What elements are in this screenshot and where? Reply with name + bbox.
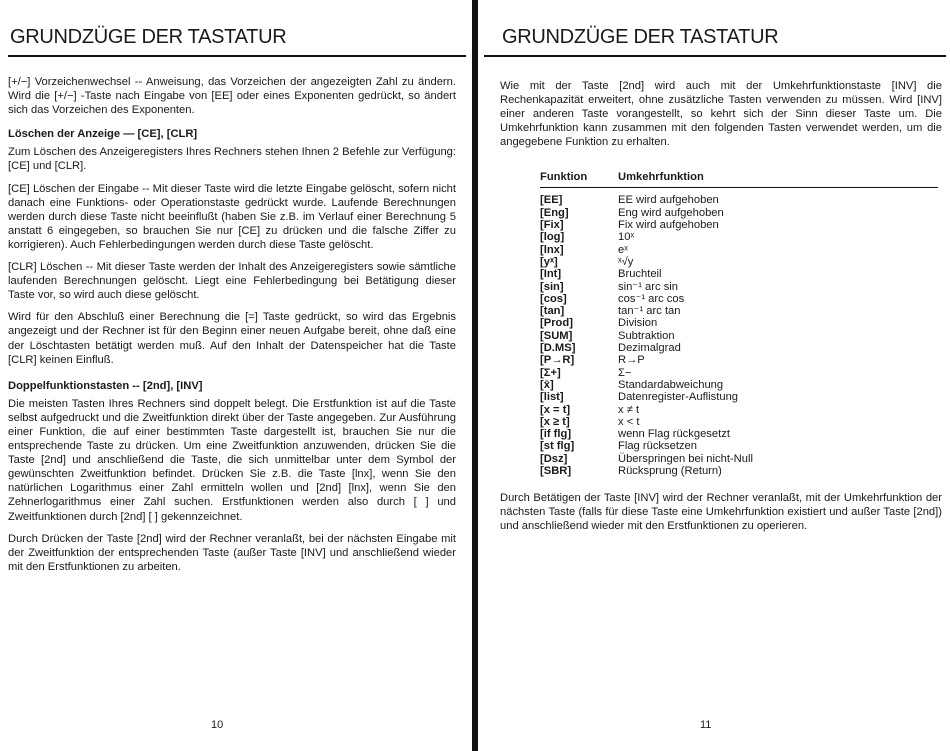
inverse-cell: Bruchteil: [618, 268, 662, 281]
page-number: 10: [211, 719, 224, 731]
key-cell: [EE]: [540, 194, 563, 207]
table-row: [540, 465, 938, 477]
inverse-cell: Standardabweichung: [618, 378, 724, 391]
inverse-function-table: [540, 171, 938, 477]
table-row: [540, 268, 938, 280]
key-cell: [list]: [540, 391, 564, 404]
inverse-cell: ˣ√y: [618, 255, 634, 268]
left-page: [0, 0, 472, 751]
table-row: [540, 453, 938, 465]
key-cell: [sin]: [540, 280, 564, 293]
table-row: [540, 354, 938, 366]
page-title: GRUNDZÜGE DER TASTATUR: [10, 26, 287, 48]
paragraph-equals: Wird für den Abschluß einer Berechnung die [=] Taste gedrückt, so wird das Ergebnis angezeigt und der Rechner ist für den Beginn einer neuen Aufgabe bereit, ohne daß eine der Löschtasten betätigt werden muß. Auf den Inhalt der Datenspeicher hat die Taste [CLR] keinen Einfluß.: [8, 311, 456, 366]
paragraph-2nd-key: Durch Drücken der Taste [2nd] wird der Rechner veranlaßt, bei der nächsten Eingabe mit der Zweitfunktion der entsprechenden Taste (außer Taste [INV] und anschließend wieder mit den Erstfunktionen zu arbeiten.: [8, 532, 456, 573]
key-cell: [st flg]: [540, 440, 575, 453]
table-row: [540, 207, 938, 219]
table-row: [540, 440, 938, 452]
inverse-cell: wenn Flag rückgesetzt: [618, 428, 730, 441]
paragraph-sign-change: [+/−] Vorzeichenwechsel -- Anweisung, das Vorzeichen der angezeigten Zahl zu ändern. Wird die [+/−] -Taste nach Eingabe von [EE] oder eines Exponenten gedrückt, so ändert sich das Vorzeichen des Exponenten.: [8, 76, 456, 117]
key-cell: [SBR]: [540, 465, 572, 477]
table-row: [540, 281, 938, 293]
key-cell: [x ≥ t]: [540, 415, 570, 428]
inverse-cell: Subtraktion: [618, 329, 675, 342]
inverse-cell: R→P: [618, 354, 645, 367]
key-cell: [Σ+]: [540, 366, 561, 379]
heading-dual-function: Doppelfunktionstasten -- [2nd], [INV]: [8, 379, 203, 392]
inverse-cell: Überspringen bei nicht-Null: [618, 452, 753, 465]
key-cell: [Eng]: [540, 206, 569, 219]
inverse-cell: EE wird aufgehoben: [618, 194, 719, 207]
inverse-cell: Flag rücksetzen: [618, 440, 697, 453]
inverse-cell: cos⁻¹ arc cos: [618, 292, 685, 305]
paragraph-clear-intro: Zum Löschen des Anzeigeregisters Ihres Rechners stehen Ihnen 2 Befehle zur Verfügung: [CE] und [CLR].: [8, 146, 456, 173]
inverse-cell: tan⁻¹ arc tan: [618, 305, 681, 318]
key-cell: [log]: [540, 231, 565, 244]
table-row: [540, 416, 938, 428]
inverse-cell: Eng wird aufgehoben: [618, 206, 724, 219]
left-body: [8, 75, 456, 574]
key-cell: [P→R]: [540, 354, 575, 367]
paragraph-dual-function: Die meisten Tasten Ihres Rechners sind doppelt belegt. Die Erstfunktion ist auf die Taste selbst aufgedruckt und die Zweitfunktion direkt über der Taste angegeben. Zur Ausführung einer Funktion, die auf einer bestimmten Taste dargestellt ist, brauchen Sie nur die entsprechende Taste zu drücken. Um eine Zweitfunktion anzuwenden, drücken Sie die Taste [2nd] und anschließend die Taste, die sich unmittelbar unter dem Symbol der gewünschten Zweitfunktion befindet. Drücken Sie z.B. die Taste [lnx], wenn Sie den natürlichen Logarithmus einer Zahl ermitteln wollen und [2nd] [lnx], wenn Sie den Zehnerlogarithmus einer Zahl suchen. Erstfunktionen werden also durch [ ] und Zweitfunktionen durch [2nd] [ ] gekennzeichnet.: [8, 397, 456, 523]
key-cell: [yˣ]: [540, 255, 558, 268]
paragraph-clr: [CLR] Löschen -- Mit dieser Taste werden der Inhalt des Anzeigeregisters sowie sämtliche laufenden Berechnungen gelöscht. Liegt eine Fehlerbedingung bei Betätigung dieser Taste vor, so wird auch diese gelöscht.: [8, 261, 456, 302]
column-header-inverse: Umkehrfunktion: [618, 171, 704, 184]
paragraph-inv-usage: Durch Betätigen der Taste [INV] wird der Rechner veranlaßt, mit der Umkehrfunktion der nächsten Taste (falls für diese Taste eine Umkehrfunktion existiert und außer Taste [2nd]) und anschließend wieder mit den Erstfunktionen zu operieren.: [500, 492, 942, 533]
table-row: [540, 317, 938, 329]
key-cell: [lnx]: [540, 243, 564, 256]
table-row: [540, 404, 938, 416]
inverse-cell: Dezimalgrad: [618, 342, 681, 355]
table-row: [540, 367, 938, 379]
inverse-cell: sin⁻¹ arc sin: [618, 280, 678, 293]
title-rule: [8, 55, 466, 57]
table-header-rule: [540, 187, 938, 188]
key-cell: [Fix]: [540, 219, 564, 232]
key-cell: [if flg]: [540, 428, 572, 441]
table-row: [540, 428, 938, 440]
inverse-cell: eˣ: [618, 243, 628, 256]
inverse-cell: Fix wird aufgehoben: [618, 219, 719, 232]
key-cell: [Dsz]: [540, 452, 568, 465]
inverse-cell: 10ˣ: [618, 231, 635, 244]
paragraph-ce: [CE] Löschen der Eingabe -- Mit dieser Taste wird die letzte Eingabe gelöscht, sofern nicht danach eine Funktions- oder Operationstaste gedrückt wurde. Laufende Berechnungen werden durch diese Taste nicht beeinflußt (haben Sie z.B. im Verlauf einer Berechnung 5 anstatt 6 eingegeben, so brauchen Sie nur [CE] zu drücken und die falsche Ziffer zu korrigieren). Auch Fehlerbedingungen werden durch diese Taste gelöscht.: [8, 182, 456, 251]
key-cell: [SUM]: [540, 329, 573, 342]
table-row: [540, 194, 938, 206]
inverse-cell: x ≠ t: [618, 403, 640, 416]
key-cell: [tan]: [540, 305, 565, 318]
key-cell: [Int]: [540, 268, 562, 281]
right-page: [478, 0, 950, 751]
heading-clear-display: Löschen der Anzeige — [CE], [CLR]: [8, 128, 198, 141]
page-title: GRUNDZÜGE DER TASTATUR: [502, 26, 779, 48]
table-row: [540, 244, 938, 256]
inverse-cell: Rücksprung (Return): [618, 465, 722, 477]
title-rule: [484, 55, 946, 57]
table-row: [540, 305, 938, 317]
inverse-cell: Datenregister-Auflistung: [618, 391, 739, 404]
table-row: [540, 391, 938, 403]
right-body: [500, 79, 942, 534]
key-cell: [x = t]: [540, 403, 571, 416]
inverse-cell: Σ−: [618, 366, 632, 379]
table-row: [540, 330, 938, 342]
inverse-cell: x < t: [618, 415, 640, 428]
key-cell: [x̄]: [540, 378, 554, 391]
key-cell: [D.MS]: [540, 342, 576, 355]
inverse-cell: Division: [618, 317, 658, 330]
table-row: [540, 219, 938, 231]
table-row: [540, 342, 938, 354]
key-cell: [cos]: [540, 292, 567, 305]
table-row: [540, 231, 938, 243]
key-cell: [Prod]: [540, 317, 573, 330]
table-row: [540, 293, 938, 305]
paragraph-inv-intro: Wie mit der Taste [2nd] wird auch mit der Umkehrfunktionstaste [INV] die Rechenkapazität erweitert, ohne zusätzliche Tasten verwenden zu müssen. Wird [INV] einer anderen Taste vorangestellt, so kehrt sich der Sinn dieser Taste um. Die Umkehrfunktion kann zusammen mit den folgenden Tasten verwendet werden, um die angegebene Funktion zu erhalten.: [500, 80, 942, 149]
table-row: [540, 379, 938, 391]
page-number: 11: [700, 719, 712, 731]
table-row: [540, 256, 938, 268]
column-header-function: Funktion: [540, 171, 588, 184]
